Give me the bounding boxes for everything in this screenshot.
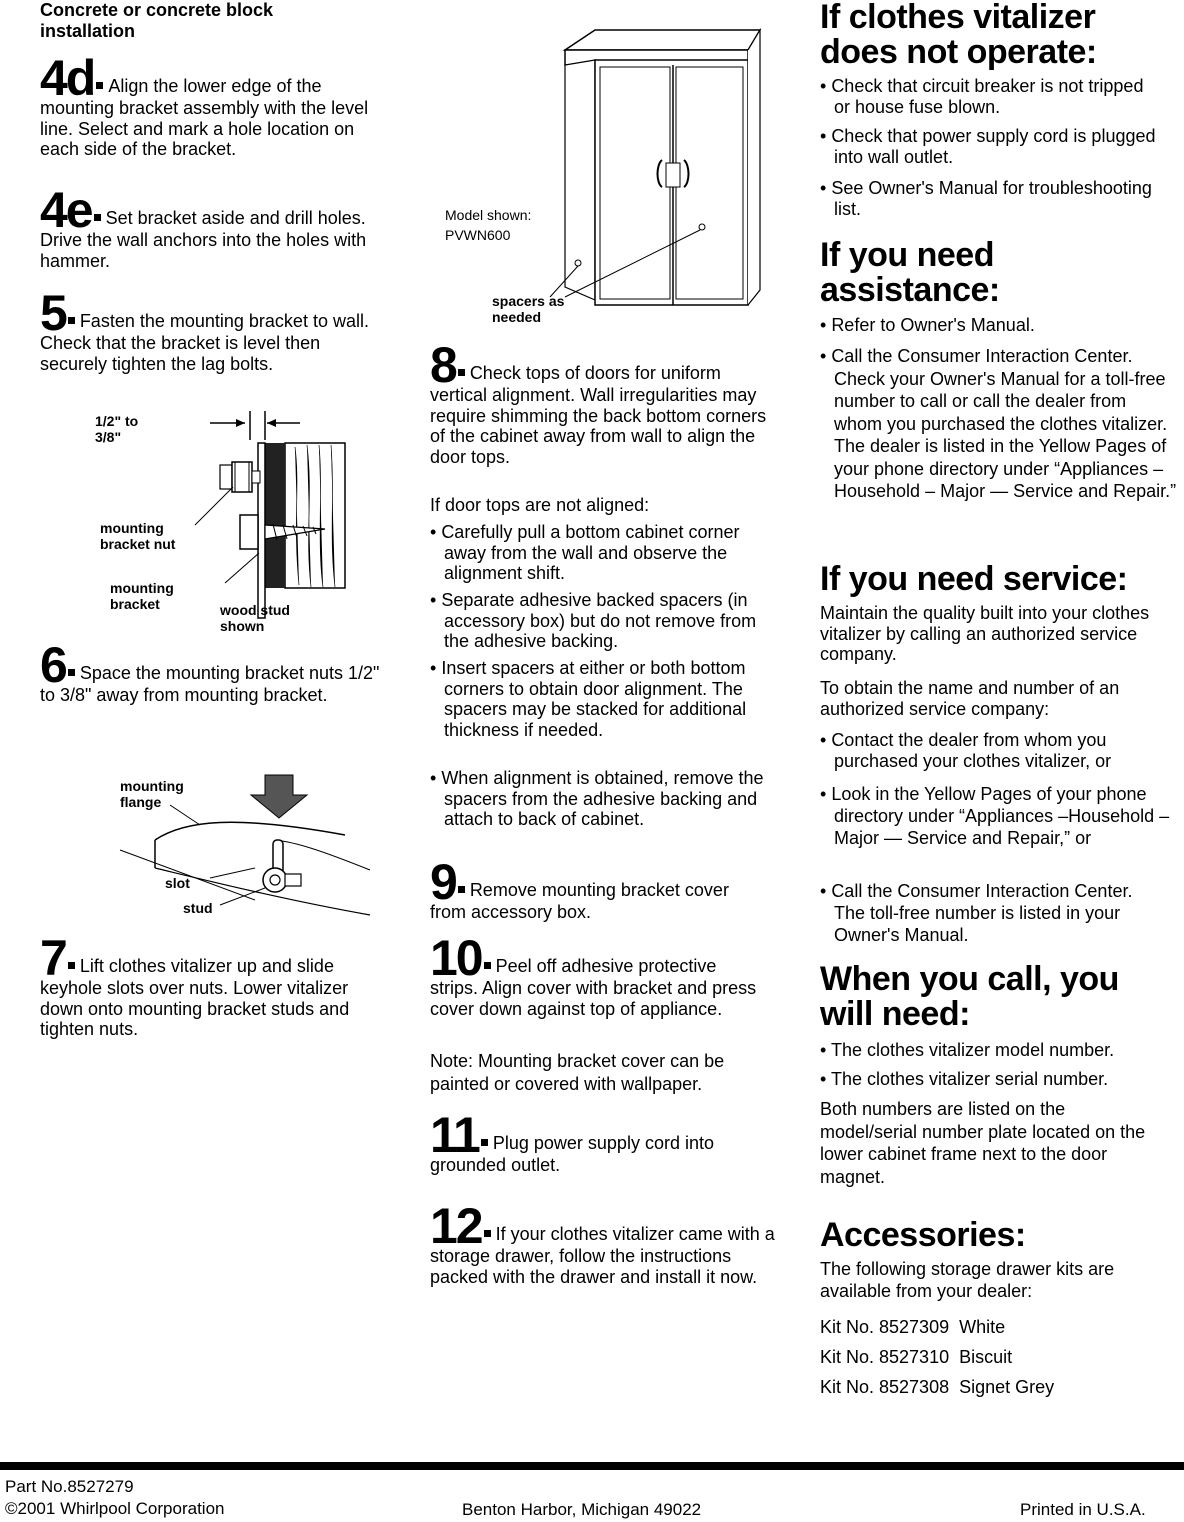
- step-text: Fasten the mounting bracket to wall. Check that the bracket is level then securely tighten the lag bolts.: [40, 311, 369, 374]
- step-number: 4d: [40, 50, 95, 106]
- flange-label: mounting flange: [120, 778, 184, 810]
- model-label: Model shown: PVWN600: [445, 207, 532, 243]
- assistance-title: If you need assistance:: [820, 236, 1000, 309]
- city: Benton Harbor, Michigan 49022: [462, 1500, 702, 1519]
- service-bullet: • Call the Consumer Interaction Center. The toll-free number is listed in your Owner's Manual.: [820, 881, 1133, 945]
- step-8-intro: If door tops are not aligned:: [430, 495, 650, 515]
- step-8-bullet: • Separate adhesive backed spacers (in accessory box) but do not remove from the adhesive backing.: [430, 590, 757, 651]
- not-operate-title: If clothes vitalizer does not operate:: [820, 0, 1097, 71]
- accessories-title: Accessories:: [820, 1216, 1026, 1254]
- note: Note: Mounting bracket cover can be painted or covered with wallpaper.: [430, 1051, 725, 1094]
- step-4d: [40, 50, 385, 160]
- step-8: [430, 337, 780, 467]
- stud-label: stud: [183, 900, 213, 916]
- step-10: [430, 930, 760, 1019]
- step-9: [430, 854, 750, 923]
- wood-stud-label: wood stud shown: [220, 602, 290, 634]
- cabinet-illustration: [430, 15, 790, 335]
- step-12: [430, 1198, 775, 1287]
- step-number: 9: [430, 854, 456, 910]
- step-8-bullet: • When alignment is obtained, remove the spacers from the adhesive backing and attach to back of cabinet.: [430, 768, 764, 829]
- step-number: 8: [430, 337, 456, 393]
- step-text: Plug power supply cord into grounded outlet.: [430, 1133, 714, 1175]
- step-number: 4e: [40, 182, 92, 238]
- footer-rule: [0, 1462, 1184, 1470]
- step-8-bullet: • Insert spacers at either or both bottom corners to obtain door alignment. The spacers may be stacked for additional thickness if needed.: [430, 658, 747, 740]
- step-4e: [40, 182, 375, 271]
- step-text: Set bracket aside and drill holes. Drive the wall anchors into the holes with hammer.: [40, 208, 367, 271]
- service-para: To obtain the name and number of an authorized service company:: [820, 678, 1120, 719]
- step-6: [40, 637, 385, 706]
- step-number: 10: [430, 930, 482, 986]
- step-number: 6: [40, 637, 66, 693]
- step-number: 12: [430, 1198, 482, 1254]
- service-bullet: • Look in the Yellow Pages of your phone directory under “Appliances –Household – Major — Service and Repair,” or: [820, 784, 1170, 848]
- step-11: [430, 1107, 785, 1176]
- step-text: Check tops of doors for uniform vertical alignment. Wall irregularities may require shimming the back bottom corners of the cabinet away from wall to align the door tops.: [430, 363, 767, 467]
- service-para: Maintain the quality built into your clothes vitalizer by calling an authorized service company.: [820, 603, 1150, 664]
- step-number: 7: [40, 930, 66, 986]
- step-text: Space the mounting bracket nuts 1/2" to 3/8" away from mounting bracket.: [40, 663, 380, 705]
- not-operate-bullet: • See Owner's Manual for troubleshooting list.: [820, 178, 1152, 219]
- step-7: [40, 930, 385, 1040]
- call-bullet: • The clothes vitalizer serial number.: [820, 1069, 1109, 1089]
- dimension-label: 1/2" to 3/8": [95, 413, 139, 445]
- nut-label: mounting bracket nut: [100, 520, 176, 552]
- bracket-label: mounting bracket: [110, 580, 174, 612]
- mounting-flange-figure: [115, 770, 385, 925]
- call-para: Both numbers are listed on the model/serial number plate located on the lower cabinet frame next to the door magnet.: [820, 1099, 1146, 1187]
- step-text: If your clothes vitalizer came with a storage drawer, follow the instructions packed with the drawer and install it now.: [430, 1224, 775, 1287]
- step-text: Lift clothes vitalizer up and slide keyhole slots over nuts. Lower vitalizer down onto mounting bracket studs and tighten nuts.: [40, 956, 350, 1039]
- slot-label: slot: [165, 875, 190, 891]
- service-bullet: • Contact the dealer from whom you purchased your clothes vitalizer, or: [820, 730, 1112, 771]
- call-bullet: • The clothes vitalizer model number.: [820, 1040, 1115, 1060]
- step-8-bullet: • Carefully pull a bottom cabinet corner away from the wall and observe the alignment shift.: [430, 522, 740, 583]
- printed-in: Printed in U.S.A.: [1020, 1500, 1146, 1519]
- not-operate-bullet: • Check that power supply cord is plugged into wall outlet.: [820, 126, 1156, 167]
- step-5: [40, 285, 390, 374]
- service-title: If you need service:: [820, 560, 1128, 598]
- cabinet-figure: [430, 15, 790, 335]
- step-number: 5: [40, 285, 66, 341]
- not-operate-bullet: • Check that circuit breaker is not tripped or house fuse blown.: [820, 76, 1144, 117]
- step-number: 11: [430, 1107, 479, 1163]
- accessories-intro: The following storage drawer kits are available from your dealer:: [820, 1259, 1115, 1301]
- kit-row: Kit No. 8527308 Signet Grey: [820, 1377, 1055, 1397]
- kit-row: Kit No. 8527310 Biscuit: [820, 1347, 1013, 1367]
- part-number: Part No.8527279: [5, 1477, 134, 1496]
- assistance-bullet: • Call the Consumer Interaction Center. Check your Owner's Manual for a toll-free number to call or call the dealer from whom you purchased the clothes vitalizer. The dealer is listed in the Yellow Pages of your phone directory under “Appliances –Household – Major — Service and Repair.”: [820, 346, 1177, 501]
- call-title: When you call, you will need:: [820, 960, 1119, 1033]
- kit-list: [820, 1312, 1160, 1402]
- assistance-bullet: • Refer to Owner's Manual.: [820, 315, 1035, 335]
- step-text: Peel off adhesive protective strips. Align cover with bracket and press cover down against top of appliance.: [430, 956, 757, 1019]
- step-text: Align the lower edge of the mounting bracket assembly with the level line. Select and mark a hole location on each side of the bracket.: [40, 76, 369, 159]
- kit-row: Kit No. 8527309 White: [820, 1317, 1006, 1337]
- copyright: ©2001 Whirlpool Corporation: [5, 1499, 225, 1518]
- step-text: Remove mounting bracket cover from accessory box.: [430, 880, 729, 922]
- section-heading: Concrete or concrete block installation: [40, 0, 274, 41]
- bracket-nut-figure: [95, 405, 385, 640]
- spacers-label: spacers as needed: [492, 293, 565, 325]
